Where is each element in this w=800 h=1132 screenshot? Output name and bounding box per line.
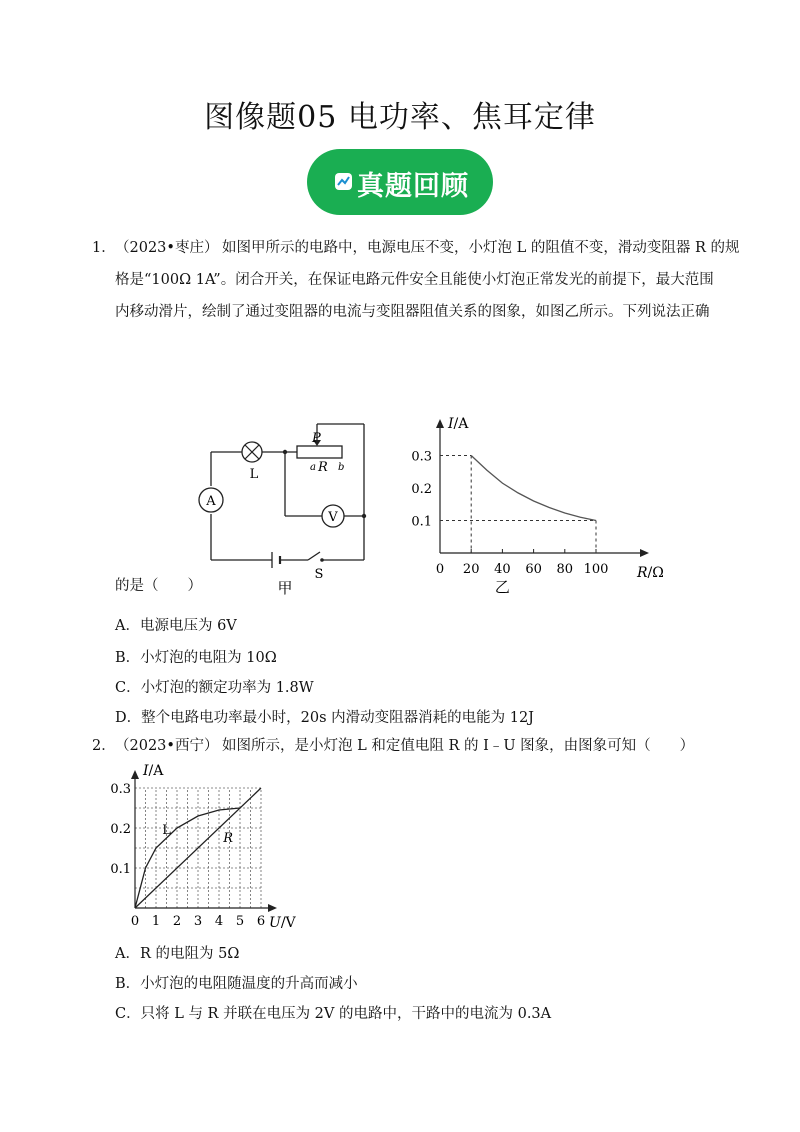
lamp-label: L (249, 467, 259, 482)
q1-line-2: 格是“100Ω 1A”。闭合开关，在保证电路元件安全且能使小灯泡正常发光的前提下，最大范围 (115, 272, 714, 288)
page-title: 图像题05 电功率、焦耳定律 (204, 100, 596, 135)
x-tick-label: 3 (193, 914, 203, 929)
ammeter-icon (199, 488, 223, 512)
series-line (471, 456, 596, 521)
section-badge (307, 149, 493, 215)
y-tick-label: 0.2 (110, 822, 131, 837)
q1-option-c[interactable]: C．小灯泡的额定功率为 1.8W (115, 680, 314, 696)
voltmeter-icon (322, 505, 344, 527)
end-a-label: a (310, 462, 316, 473)
badge-label: 真题回顾 (357, 171, 469, 202)
y-tick-label: 0.1 (411, 514, 432, 530)
q2-source: （2023•西宁） (115, 738, 219, 754)
series-label-l: L (162, 823, 171, 838)
q1-line-3: 内移动滑片，绘制了通过变阻器的电流与变阻器阻值关系的图象，如图乙所示。下列说法正确 (115, 304, 710, 320)
y-tick-label: 0.2 (411, 482, 432, 497)
x-tick-label: 60 (525, 562, 542, 577)
series-label-r: R (223, 831, 233, 846)
y-tick-label: 0.3 (110, 782, 131, 797)
x-tick-label: 2 (172, 914, 182, 929)
chart-iu (100, 760, 310, 935)
chart-caption: 乙 (494, 578, 510, 595)
x-axis-label: R/Ω (637, 565, 664, 581)
x-axis-arrow (268, 904, 277, 912)
lamp-icon (242, 442, 262, 462)
y-axis-label: I/A (448, 416, 469, 432)
y-tick-label: 0.1 (110, 862, 131, 877)
x-axis-label: U/V (269, 915, 296, 931)
svg-text:A: A (206, 494, 216, 509)
q2-option-c[interactable]: C．只将 L 与 R 并联在电压为 2V 的电路中，干路中的电流为 0.3A (115, 1006, 552, 1022)
x-tick-label: 0 (130, 914, 140, 929)
x-tick-label: 80 (556, 562, 574, 577)
y-tick-label: 0.3 (411, 449, 432, 465)
x-tick-label: 4 (214, 914, 224, 929)
q1-source: （2023•枣庄） (115, 240, 219, 256)
q1-option-d[interactable]: D．整个电路电功率最小时，20s 内滑动变阻器消耗的电能为 12J (115, 710, 534, 726)
circuit-diagram (190, 410, 380, 600)
chart-yi (408, 410, 668, 595)
svg-text:V: V (328, 510, 338, 525)
slider-label: P (312, 431, 321, 446)
x-tick-label: 100 (583, 562, 609, 577)
x-tick-label: 20 (462, 562, 480, 577)
q1-option-a[interactable]: A．电源电压为 6V (115, 618, 237, 634)
x-tick-label: 1 (151, 914, 161, 929)
q1-tail: 的是（ ） (115, 578, 202, 594)
q2-number: 2． (92, 738, 116, 754)
q2-option-b[interactable]: B．小灯泡的电阻随温度的升高而减小 (115, 976, 358, 992)
q2-option-a[interactable]: A．R 的电阻为 5Ω (115, 946, 240, 962)
x-tick-label: 5 (235, 914, 245, 929)
q1-number: 1． (92, 240, 116, 256)
q2-text: 如图所示，是小灯泡 L 和定值电阻 R 的 I﹣U 图象，由图象可知（ ） (222, 738, 695, 754)
chart-icon (335, 173, 352, 190)
circuit-caption: 甲 (277, 579, 293, 597)
x-tick-label: 40 (494, 562, 511, 577)
y-axis-arrow (131, 770, 139, 779)
x-axis-arrow (640, 549, 649, 557)
q1-option-b[interactable]: B．小灯泡的电阻为 10Ω (115, 650, 277, 666)
switch-label: S (314, 567, 324, 582)
y-axis-arrow (436, 419, 444, 428)
end-b-label: b (338, 462, 345, 473)
y-axis-label: I/A (143, 763, 164, 779)
x-tick-label: 6 (256, 914, 266, 929)
rheostat-label: R (318, 460, 328, 475)
x-tick-label: 0 (435, 562, 445, 577)
q1-line-1: 如图甲所示的电路中，电源电压不变，小灯泡 L 的阻值不变，滑动变阻器 R 的规 (222, 240, 740, 256)
